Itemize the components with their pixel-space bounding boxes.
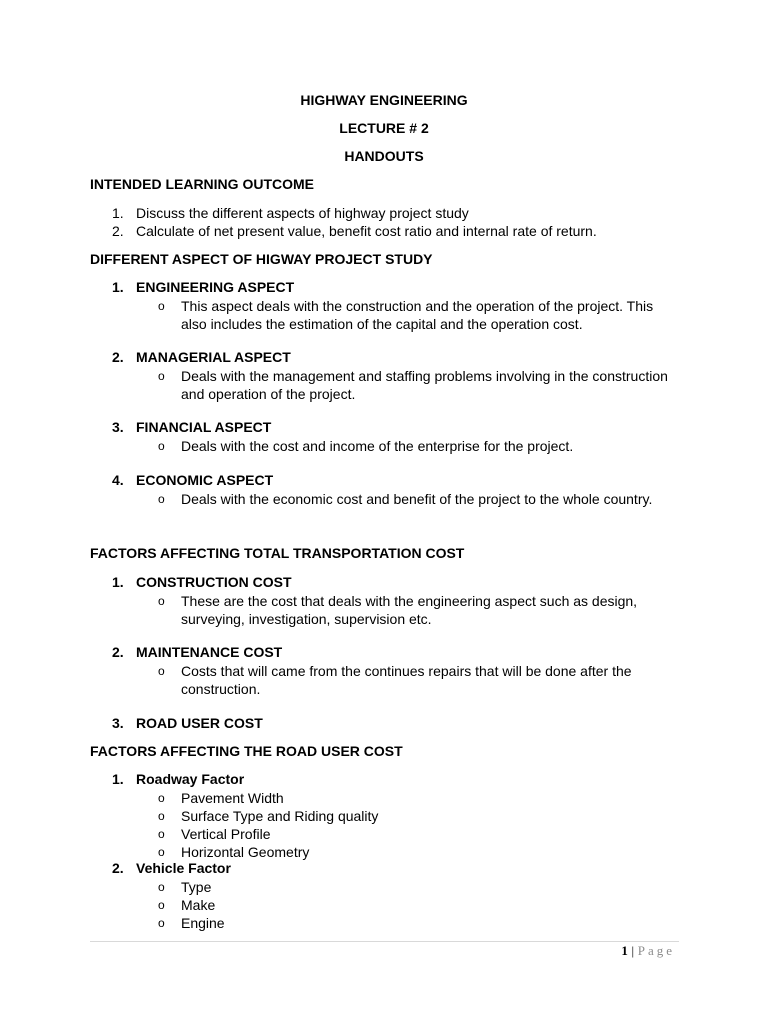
bullet-marker: o [158, 369, 165, 383]
item-number: 1. [112, 205, 124, 221]
bullet-text: Deals with the management and staffing problems involving in the construction and operation of the project. [181, 368, 668, 402]
document-title: HIGHWAY ENGINEERING [300, 92, 468, 108]
aspect-bullet [158, 490, 668, 508]
outcome-item [112, 223, 597, 239]
bullet-marker: o [158, 791, 165, 805]
item-label: ROAD USER COST [136, 715, 263, 731]
bullet-text: These are the cost that deals with the engineering aspect such as design, surveying, investigation, supervision etc. [181, 593, 638, 627]
cost-item [112, 574, 292, 590]
item-number: 2. [112, 223, 124, 239]
bullet-text: Surface Type and Riding quality [181, 808, 379, 824]
bullet-text: Pavement Width [181, 790, 284, 806]
factor-bullet [158, 896, 668, 914]
outcome-item [112, 205, 469, 221]
bullet-marker: o [158, 664, 165, 678]
bullet-marker: o [158, 809, 165, 823]
aspect-bullet [158, 297, 668, 333]
bullet-text: Vertical Profile [181, 826, 271, 842]
bullet-text: Type [181, 879, 212, 895]
factor-bullet [158, 825, 668, 843]
bullet-text: Horizontal Geometry [181, 844, 310, 860]
page-word: Page [637, 943, 675, 958]
item-number: 4. [112, 472, 124, 488]
bullet-text: Deals with the cost and income of the enterprise for the project. [181, 438, 574, 454]
cost-item [112, 644, 282, 660]
factor-bullet [158, 789, 668, 807]
bullet-text: This aspect deals with the construction and the operation of the project. This also includes the estimation of the capital and the operation cost. [181, 298, 654, 332]
bullet-text: Deals with the economic cost and benefit of the project to the whole country. [181, 491, 653, 507]
aspects-heading: DIFFERENT ASPECT OF HIGWAY PROJECT STUDY [90, 251, 433, 267]
factor-bullet [158, 878, 668, 896]
aspect-bullet [158, 437, 668, 455]
factor-item [112, 771, 244, 787]
bullet-marker: o [158, 827, 165, 841]
item-label: Roadway Factor [136, 771, 245, 787]
bullet-marker: o [158, 880, 165, 894]
aspect-item [112, 419, 271, 435]
item-number: 2. [112, 644, 124, 660]
bullet-marker: o [158, 594, 165, 608]
factor-bullet [158, 843, 668, 861]
bullet-marker: o [158, 916, 165, 930]
page-number: 1 [621, 943, 628, 958]
bullet-marker: o [158, 299, 165, 313]
item-number: 2. [112, 349, 124, 365]
item-label: ENGINEERING ASPECT [136, 279, 295, 295]
cost-bullet [158, 592, 668, 628]
bullet-marker: o [158, 439, 165, 453]
item-text: Calculate of net present value, benefit cost ratio and internal rate of return. [136, 223, 597, 239]
item-number: 3. [112, 419, 124, 435]
cost-bullet [158, 662, 668, 698]
bullet-text: Costs that will came from the continues repairs that will be done after the construction. [181, 663, 632, 697]
bullet-marker: o [158, 845, 165, 859]
item-label: ECONOMIC ASPECT [136, 472, 274, 488]
item-number: 1. [112, 574, 124, 590]
aspect-item [112, 279, 294, 295]
outcome-heading: INTENDED LEARNING OUTCOME [90, 176, 314, 192]
item-number: 2. [112, 860, 124, 876]
item-label: MANAGERIAL ASPECT [136, 349, 291, 365]
cost-item [112, 715, 263, 731]
item-number: 1. [112, 771, 124, 787]
transport-cost-heading: FACTORS AFFECTING TOTAL TRANSPORTATION COST [90, 545, 465, 561]
item-label: MAINTENANCE COST [136, 644, 283, 660]
item-label: FINANCIAL ASPECT [136, 419, 272, 435]
item-number: 3. [112, 715, 124, 731]
item-text: Discuss the different aspects of highway project study [136, 205, 469, 221]
item-number: 1. [112, 279, 124, 295]
road-user-heading: FACTORS AFFECTING THE ROAD USER COST [90, 743, 403, 759]
aspect-item [112, 349, 291, 365]
lecture-number: LECTURE # 2 [339, 120, 429, 136]
bullet-text: Engine [181, 915, 225, 931]
item-label: Vehicle Factor [136, 860, 231, 876]
aspect-bullet [158, 367, 668, 403]
factor-item [112, 860, 231, 876]
bullet-marker: o [158, 898, 165, 912]
factor-bullet [158, 914, 668, 932]
page-footer [621, 943, 675, 959]
footer-divider [90, 941, 679, 942]
factor-bullet [158, 807, 668, 825]
bullet-text: Make [181, 897, 216, 913]
item-label: CONSTRUCTION COST [136, 574, 292, 590]
aspect-item [112, 472, 273, 488]
handouts-label: HANDOUTS [344, 148, 424, 164]
bullet-marker: o [158, 492, 165, 506]
footer-separator: | [631, 943, 635, 958]
